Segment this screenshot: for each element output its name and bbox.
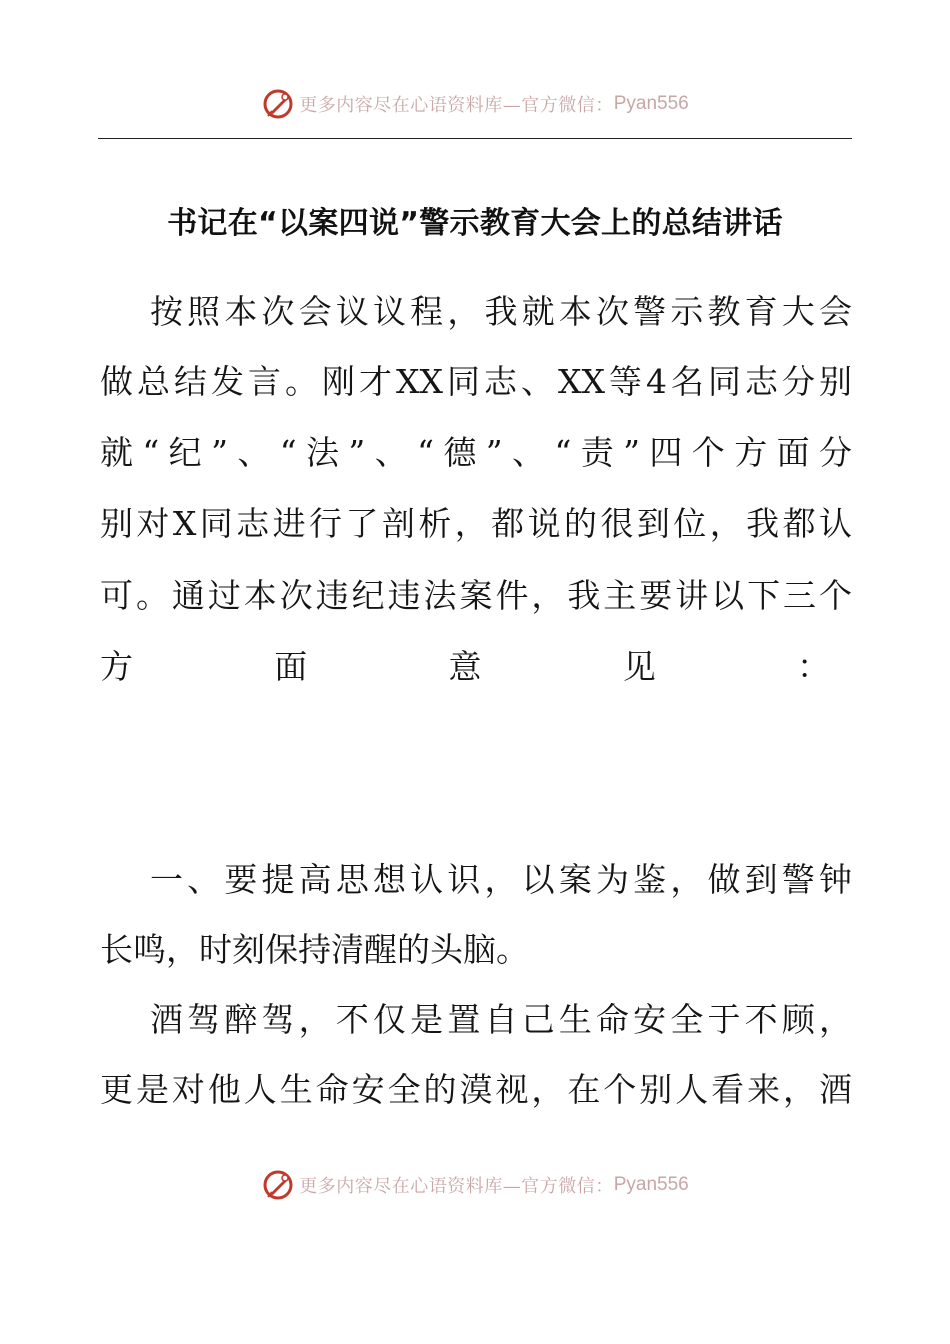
body-line: 做总结发言。刚才XX同志、XX等4名同志分别 xyxy=(100,362,852,401)
header-banner xyxy=(0,84,950,124)
body-line: 方面意见： xyxy=(100,647,830,686)
pen-quill-logo-icon xyxy=(261,1168,295,1202)
section-heading-line: 一、要提高思想认识，以案为鉴，做到警钟 xyxy=(150,860,852,899)
document-title: 书记在“以案四说”警示教育大会上的总结讲话 xyxy=(167,206,783,241)
footer-banner xyxy=(0,1165,950,1205)
body-line: 按照本次会议议程，我就本次警示教育大会 xyxy=(150,292,852,331)
wechat-id: Pyan556 xyxy=(613,93,689,114)
banner-text: 更多内容尽在心语资料库—官方微信： xyxy=(299,95,614,116)
banner-text: 更多内容尽在心语资料库—官方微信： xyxy=(299,1176,614,1197)
body-line: 别对X同志进行了剖析，都说的很到位，我都认 xyxy=(100,504,852,543)
section-heading-line: 长鸣，时刻保持清醒的头脑。 xyxy=(100,930,529,969)
header-rule xyxy=(98,138,852,139)
body-line: 更是对他人生命安全的漠视，在个别人看来，酒 xyxy=(100,1070,852,1109)
body-line: 就“纪”、“法”、“德”、“责”四个方面分 xyxy=(100,433,852,472)
wechat-id: Pyan556 xyxy=(613,1174,689,1195)
body-line: 可。通过本次违纪违法案件，我主要讲以下三个 xyxy=(100,576,852,615)
pen-quill-logo-icon xyxy=(261,87,295,121)
body-line: 酒驾醉驾，不仅是置自己生命安全于不顾， xyxy=(150,1000,852,1039)
